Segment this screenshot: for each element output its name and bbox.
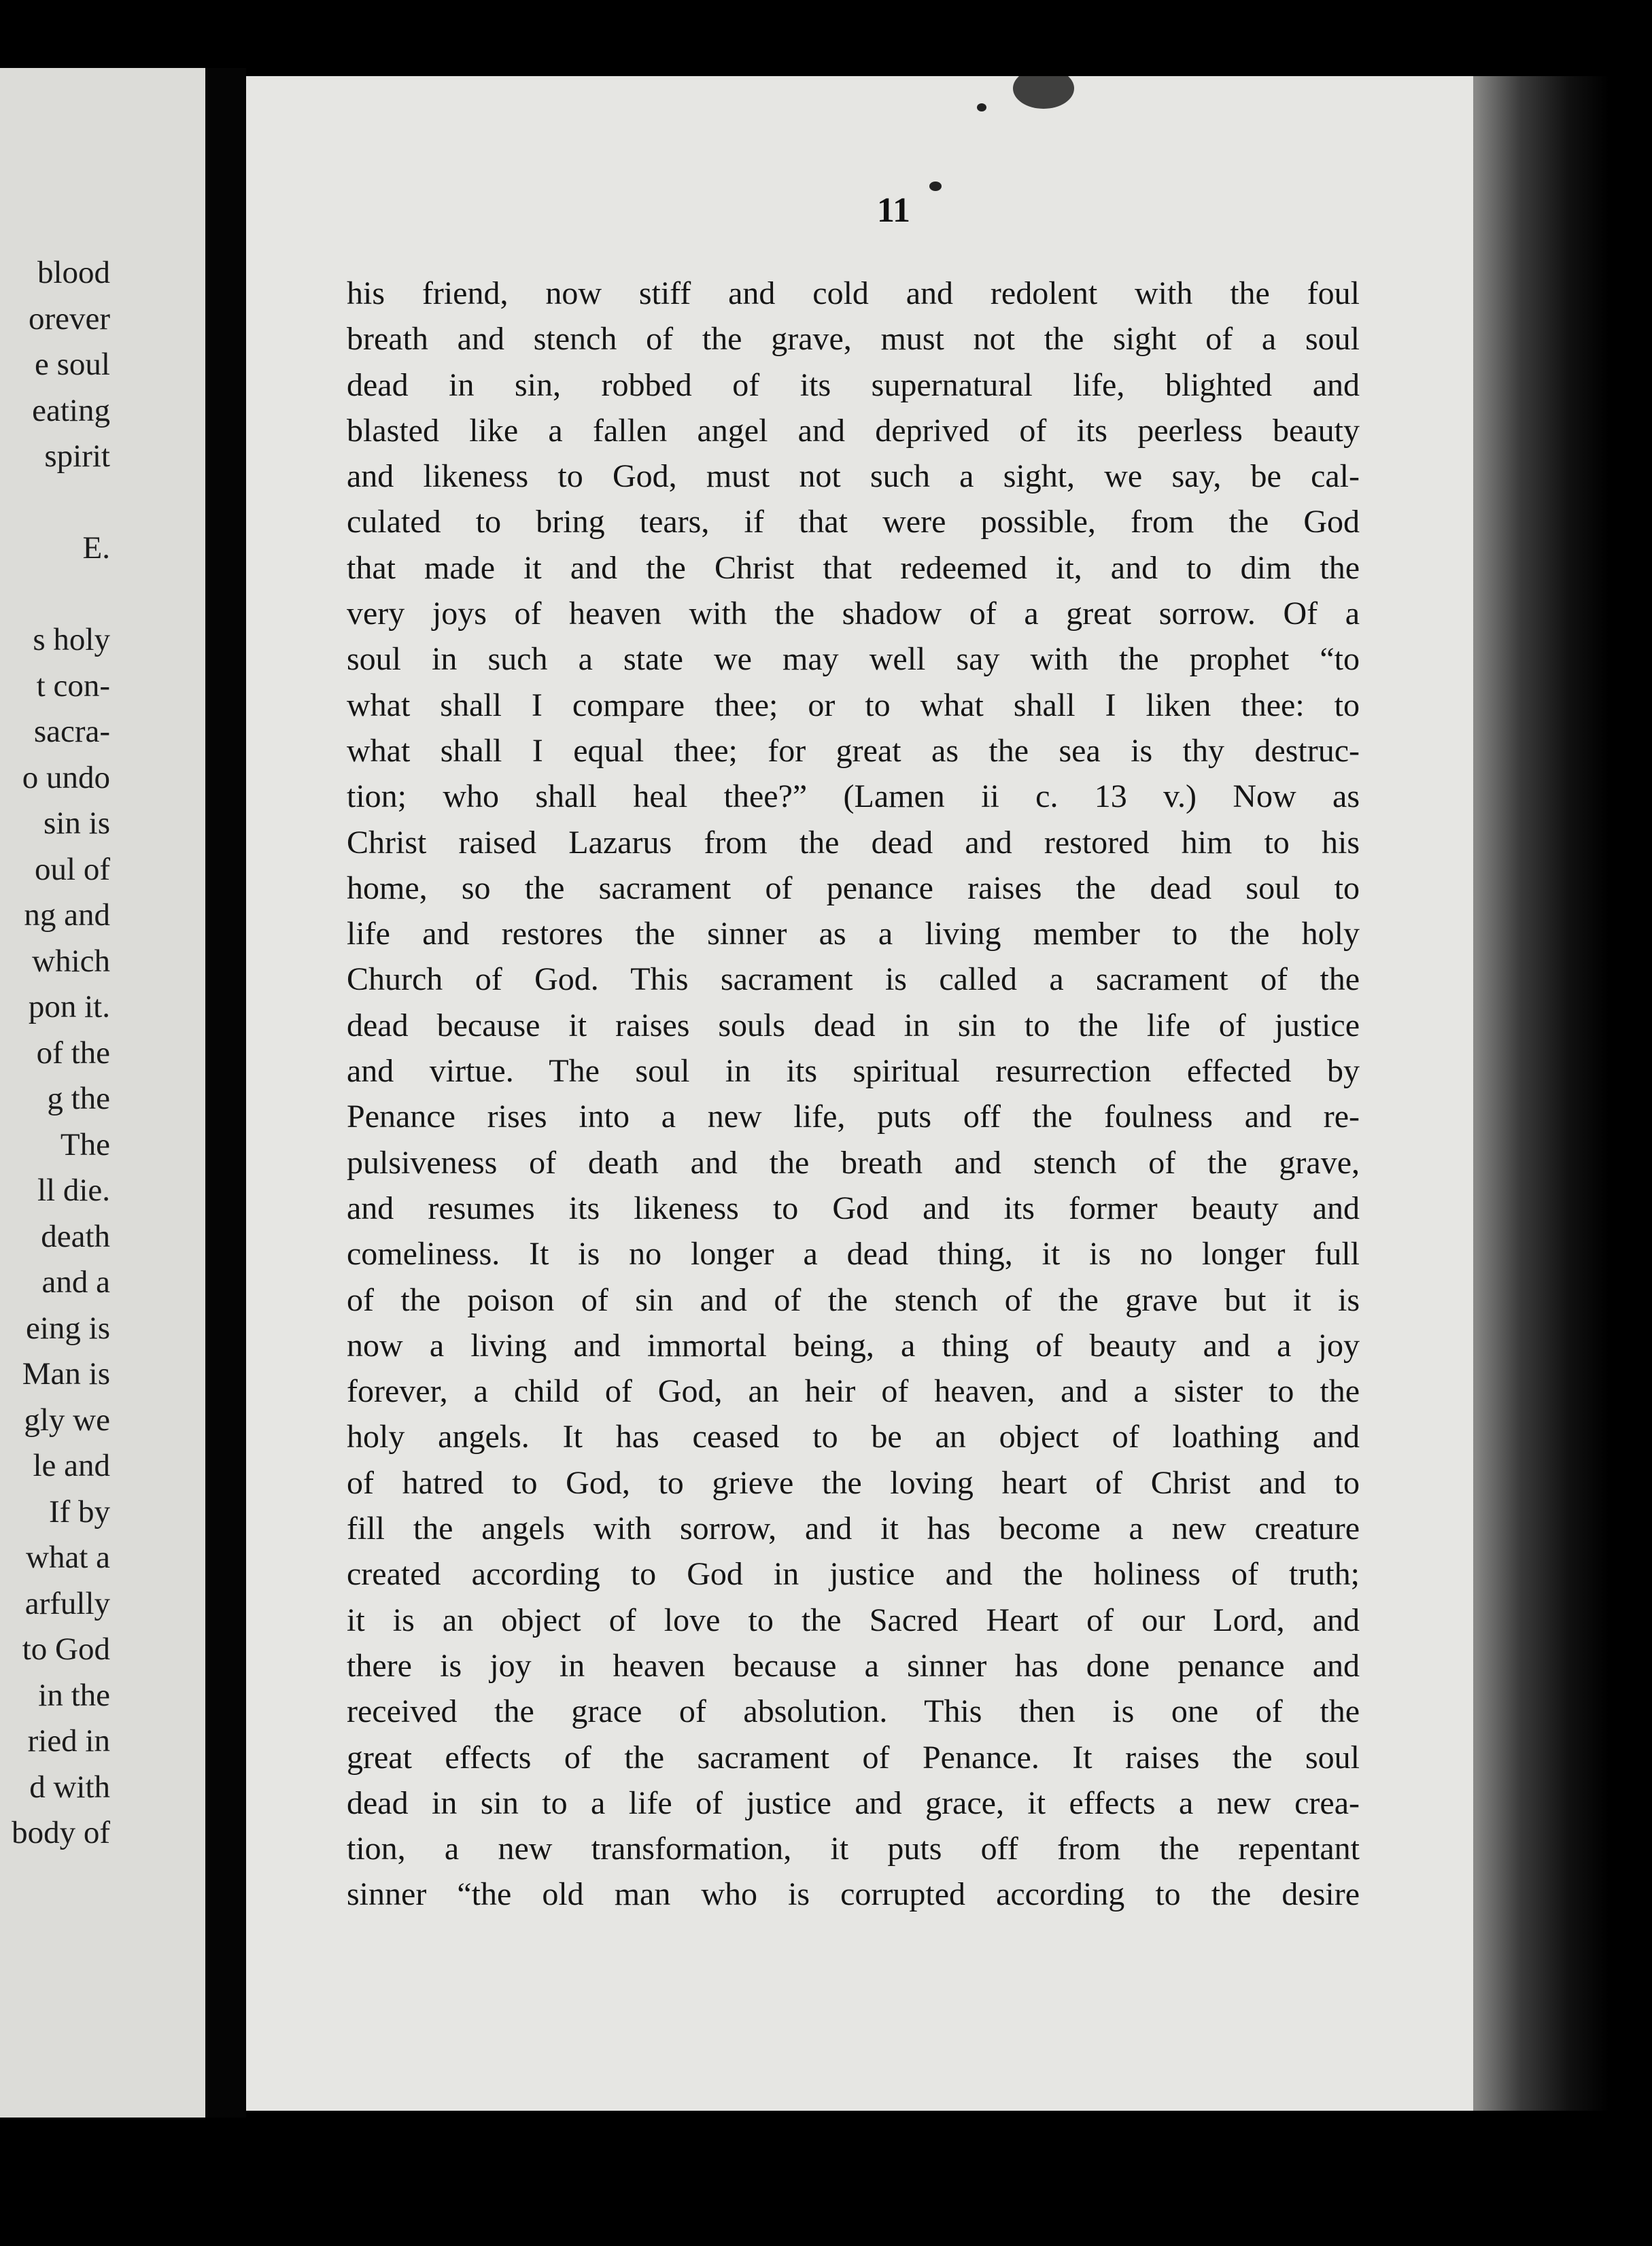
left-page-line-fragment: sacra- (33, 714, 110, 749)
page-edge-shadow (1473, 76, 1609, 2111)
left-page-line-fragment: death (41, 1218, 110, 1254)
text-line: of hatred to God, to grieve the loving heart of Christ and to (347, 1464, 1360, 1501)
page-number: 11 (876, 191, 911, 230)
left-page-line-fragment: and a (41, 1264, 110, 1300)
text-line: sinner “the old man who is corrupted according to the desire (347, 1876, 1360, 1913)
text-line: dead because it raises souls dead in sin to the life of justice (347, 1007, 1360, 1043)
text-line: soul in such a state we may well say with the prophet “to (347, 641, 1360, 678)
left-page-line-fragment: t con- (36, 668, 110, 704)
left-page-line-fragment: spirit (44, 438, 110, 474)
left-page-line-fragment: of the (36, 1035, 110, 1071)
text-line: created according to God in justice and the holiness of truth; (347, 1556, 1360, 1593)
left-page-line-fragment: orever (28, 300, 110, 336)
text-line: his friend, now stiff and cold and redolent with the foul (347, 275, 1360, 311)
text-line: life and restores the sinner as a living member to the holy (347, 916, 1360, 952)
left-page-line-fragment: eating (32, 392, 110, 428)
left-page-fragment (0, 68, 205, 2118)
text-line: forever, a child of God, an heir of heaven, and a sister to the (347, 1373, 1360, 1410)
left-page-line-fragment: gly we (24, 1402, 110, 1438)
ink-speck (977, 103, 986, 111)
text-line: that made it and the Christ that redeemed it, and to dim the (347, 549, 1360, 586)
left-page-line-fragment: ried in (27, 1723, 110, 1759)
left-page-line-fragment: what a (26, 1540, 110, 1575)
left-page-line-fragment: pon it. (28, 989, 110, 1024)
text-line: great effects of the sacrament of Penance. It raises the soul (347, 1739, 1360, 1776)
text-line: there is joy in heaven because a sinner has done penance and (347, 1647, 1360, 1684)
left-page-line-fragment: le and (33, 1448, 110, 1483)
left-page-line-fragment: oul of (35, 851, 110, 887)
text-line: Penance rises into a new life, puts off the foulness and re- (347, 1099, 1360, 1135)
text-line: comeliness. It is no longer a dead thing, it is no longer full (347, 1236, 1360, 1273)
left-page-line-fragment: ng and (24, 897, 110, 933)
text-line: and likeness to God, must not such a sight, we say, be cal- (347, 458, 1360, 495)
text-line: Christ raised Lazarus from the dead and restored him to his (347, 824, 1360, 861)
text-line: holy angels. It has ceased to be an object of loathing and (347, 1419, 1360, 1455)
text-line: tion; who shall heal thee?” (Lamen ii c. 13 v.) Now as (347, 778, 1360, 815)
text-line: tion, a new transformation, it puts off from the repentant (347, 1831, 1360, 1867)
text-line: blasted like a fallen angel and deprived of its peerless beauty (347, 412, 1360, 449)
text-line: culated to bring tears, if that were possible, from the God (347, 504, 1360, 540)
text-line: dead in sin, robbed of its supernatural life, blighted and (347, 366, 1360, 403)
left-page-line-fragment (0, 480, 205, 526)
text-line: what shall I equal thee; for great as the sea is thy destruc- (347, 732, 1360, 769)
left-page-line-fragment: The (60, 1126, 110, 1162)
left-page-line-fragment: body of (12, 1815, 110, 1850)
text-line: received the grace of absolution. This then is one of the (347, 1693, 1360, 1730)
left-page-line-fragment: ll die. (37, 1173, 110, 1208)
text-line: and virtue. The soul in its spiritual resurrection effected by (347, 1053, 1360, 1090)
ink-speck (929, 182, 942, 191)
left-page-line-fragment: which (32, 943, 110, 979)
text-line: dead in sin to a life of justice and grace, it effects a new crea- (347, 1784, 1360, 1821)
left-page-line-fragment: in the (38, 1677, 110, 1713)
page-body-text (347, 271, 1360, 1918)
text-line: Church of God. This sacrament is called a sacrament of the (347, 961, 1360, 998)
text-line: of the poison of sin and of the stench of the grave but it is (347, 1281, 1360, 1318)
text-line: fill the angels with sorrow, and it has become a new creature (347, 1510, 1360, 1547)
left-page-line-fragment: blood (37, 255, 110, 290)
left-page-line-fragment: e soul (35, 347, 110, 382)
book-page (246, 76, 1473, 2111)
text-line: what shall I compare thee; or to what shall I liken thee: to (347, 687, 1360, 723)
left-page-line-fragment: sin is (44, 806, 110, 841)
text-line: breath and stench of the grave, must not the sight of a soul (347, 321, 1360, 358)
left-page-line-fragment: Man is (22, 1356, 110, 1392)
left-page-text (0, 250, 205, 1856)
left-page-line-fragment: E. (82, 530, 110, 566)
left-page-line-fragment: d with (29, 1769, 110, 1805)
left-page-line-fragment: arfully (24, 1585, 110, 1621)
text-line: home, so the sacrament of penance raises the dead soul to (347, 869, 1360, 906)
left-page-line-fragment: s holy (33, 622, 110, 657)
left-page-line-fragment: If by (48, 1493, 110, 1530)
ink-blot (1013, 76, 1074, 109)
left-page-line-fragment: g the (47, 1081, 110, 1116)
text-line: now a living and immortal being, a thing of beauty and a joy (347, 1327, 1360, 1364)
text-line: pulsiveness of death and the breath and stench of the grave, (347, 1144, 1360, 1181)
text-line: very joys of heaven with the shadow of a great sorrow. Of a (347, 595, 1360, 632)
left-page-line-fragment (0, 572, 205, 618)
text-line: and resumes its likeness to God and its former beauty and (347, 1190, 1360, 1226)
left-page-line-fragment: o undo (22, 759, 110, 795)
left-page-line-fragment: eing is (25, 1310, 110, 1346)
book-gutter (205, 68, 246, 2118)
text-line: it is an object of love to the Sacred Heart of our Lord, and (347, 1602, 1360, 1638)
left-page-line-fragment: to God (22, 1631, 110, 1667)
